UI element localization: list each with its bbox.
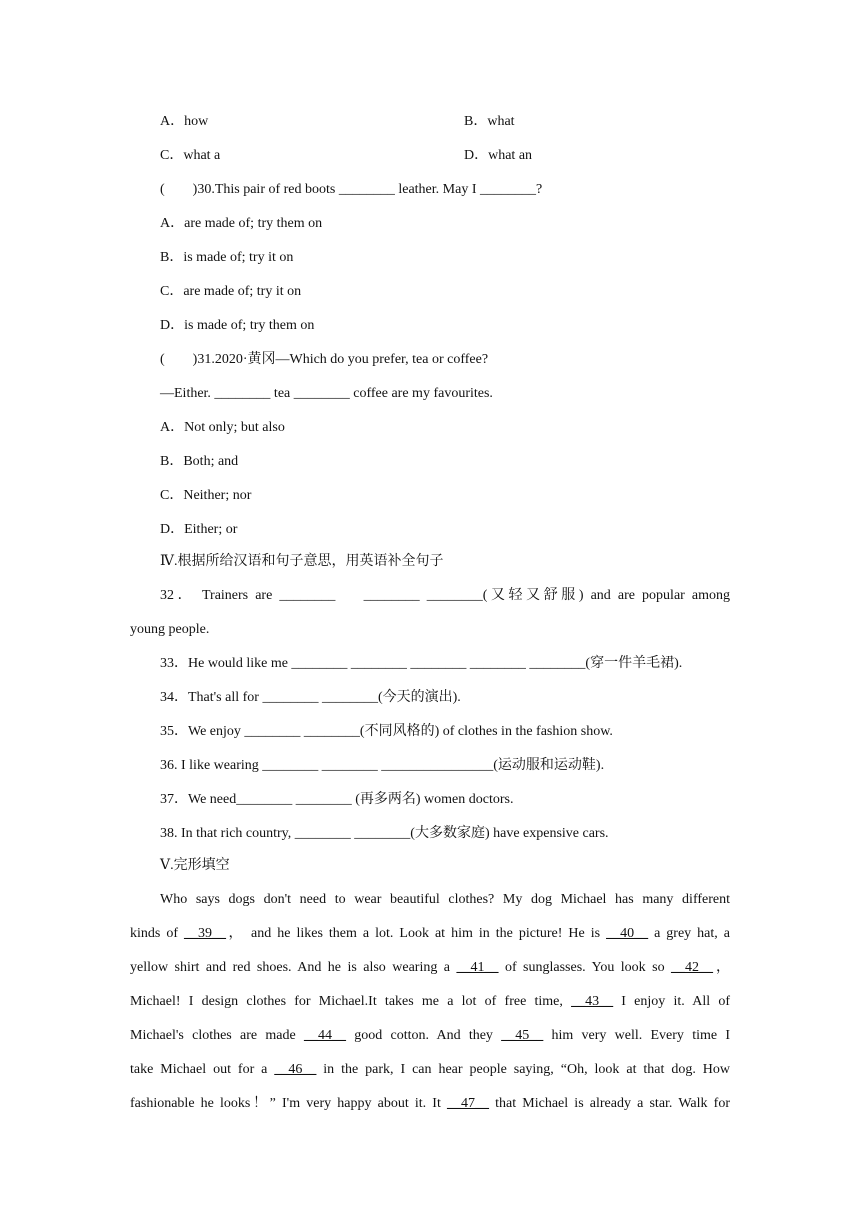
cloze-text: in the park, I can hear people saying, “Oh, look at that dog. How xyxy=(316,1062,730,1077)
q36: 36. I like wearing ________ ________ ________________(运动服和运动鞋). xyxy=(160,758,605,773)
cloze-text: I enjoy it. All of xyxy=(613,994,730,1009)
cloze-blank: __39__ xyxy=(184,926,227,941)
q38: 38. In that rich country, ________ ________(大多数家庭) have expensive cars. xyxy=(160,826,609,841)
cloze-blank: __47__ xyxy=(447,1096,489,1111)
cloze-text: fashionable he looks！” I'm very happy about it. It xyxy=(130,1096,447,1111)
q35: 35．We enjoy ________ ________(不同风格的) of clothes in the fashion show. xyxy=(160,724,613,739)
cloze-text: a grey hat, a xyxy=(648,926,730,941)
cloze-text: yellow shirt and red shoes. And he is also wearing a xyxy=(130,960,457,975)
q30-option-c: C．are made of; try it on xyxy=(160,284,302,299)
cloze-line xyxy=(130,992,730,1012)
q31-reply: —Either. ________ tea ________ coffee are my favourites. xyxy=(160,386,493,401)
cloze-line xyxy=(130,1060,730,1080)
cloze-blank: __44__ xyxy=(303,1028,346,1043)
cloze-line xyxy=(130,924,730,944)
cloze-text: take Michael out for a xyxy=(130,1062,275,1077)
cloze-blank: __46__ xyxy=(274,1062,317,1077)
cloze-text: Michael! I design clothes for Michael.It takes me a lot of free time, xyxy=(130,994,572,1009)
q31-option-b: B．Both; and xyxy=(160,454,239,469)
cloze-text: ， xyxy=(713,960,730,975)
q31-stem: ( )31.2020·黄冈—Which do you prefer, tea or coffee? xyxy=(160,352,489,367)
cloze-text: that Michael is already a star. Walk for xyxy=(489,1096,730,1111)
q37: 37．We need________ ________ (再多两名) women doctors. xyxy=(160,792,514,807)
cloze-line xyxy=(160,890,730,910)
cloze-line xyxy=(130,1026,730,1046)
cloze-text: good cotton. And they xyxy=(345,1028,502,1043)
q32-line1: 32． Trainers are ________ ________ ________(又轻又舒服) and are popular among xyxy=(160,588,730,603)
cloze-blank: __40__ xyxy=(606,926,649,941)
q30-option-d: D．is made of; try them on xyxy=(160,318,315,333)
section4-heading: Ⅳ.根据所给汉语和句子意思，用英语补全句子 xyxy=(160,554,444,569)
cloze-text: him very well. Every time I xyxy=(543,1028,731,1043)
q31-option-a: A．Not only; but also xyxy=(160,420,285,435)
cloze-text: Michael's clothes are made xyxy=(130,1028,304,1043)
q29-option-a: A．how xyxy=(160,114,209,129)
q31-option-d: D．Either; or xyxy=(160,522,238,537)
q29-option-b: B．what xyxy=(464,114,515,129)
cloze-text: kinds of xyxy=(130,926,185,941)
cloze-blank: __43__ xyxy=(571,994,614,1009)
cloze-line xyxy=(130,958,730,978)
cloze-text: ， and he likes them a lot. Look at him in the picture! He is xyxy=(226,926,607,941)
q31-option-c: C．Neither; nor xyxy=(160,488,252,503)
q33: 33．He would like me ________ ________ ________ ________ ________(穿一件羊毛裙). xyxy=(160,656,683,671)
section5-heading: Ⅴ.完形填空 xyxy=(160,858,230,873)
cloze-text: of sunglasses. You look so xyxy=(498,960,672,975)
cloze-line xyxy=(130,1094,730,1114)
q30-option-a: A．are made of; try them on xyxy=(160,216,323,231)
cloze-blank: __45__ xyxy=(501,1028,544,1043)
q34: 34．That's all for ________ ________(今天的演出). xyxy=(160,690,461,705)
cloze-blank: __41__ xyxy=(456,960,499,975)
q29-option-d: D．what an xyxy=(464,148,533,163)
q30-stem: ( )30.This pair of red boots ________ leather. May I ________? xyxy=(160,182,543,197)
cloze-text: Who says dogs don't need to wear beautiful clothes? My dog Michael has many different xyxy=(160,892,730,907)
cloze-blank: __42__ xyxy=(671,960,714,975)
q30-option-b: B．is made of; try it on xyxy=(160,250,294,265)
q32-line2: young people. xyxy=(130,622,210,637)
q29-option-c: C．what a xyxy=(160,148,221,163)
